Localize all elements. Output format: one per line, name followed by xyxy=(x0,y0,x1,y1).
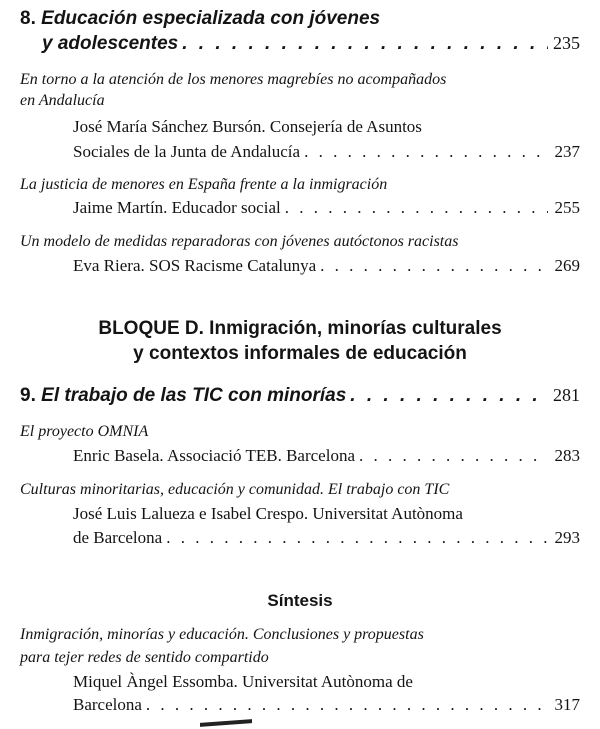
article-author-text: José Luis Lalueza e Isabel Crespo. Universitat Autònoma xyxy=(73,504,463,523)
article-author-line2 xyxy=(73,142,580,162)
article-page-number: 293 xyxy=(554,528,580,547)
dot-leader xyxy=(350,385,548,407)
synthesis-heading: Síntesis xyxy=(267,591,333,610)
chapter-9-heading xyxy=(20,385,580,407)
article-author-text: Jaime Martín. Educador social xyxy=(73,198,281,217)
article-author-line1 xyxy=(73,504,463,524)
dot-leader xyxy=(285,198,548,218)
synthesis-page-number: 317 xyxy=(554,695,580,714)
article-page-number: 255 xyxy=(554,198,580,217)
article-author-text: Eva Riera. SOS Racisme Catalunya xyxy=(73,256,317,275)
article-page-number: 237 xyxy=(554,142,580,161)
chapter-9-number: 9. xyxy=(20,385,36,406)
article-page-number: 269 xyxy=(554,256,580,275)
article-author-text: José María Sánchez Bursón. Consejería de Asuntos xyxy=(73,117,422,136)
article-author-line1 xyxy=(73,117,422,137)
article-title-line1: Culturas minoritarias, educación y comunidad. El trabajo con TIC xyxy=(20,481,450,498)
synthesis-author-line2 xyxy=(73,695,580,715)
article-title-line1: La justicia de menores en España frente a la inmigración xyxy=(20,176,388,193)
dot-leader xyxy=(320,256,548,276)
article-author-line1 xyxy=(73,198,580,218)
article-author-text: de Barcelona xyxy=(73,528,163,547)
article-author-text: Enric Basela. Associació TEB. Barcelona xyxy=(73,446,355,465)
dot-leader xyxy=(182,33,548,55)
chapter-8-title-line2: y adolescentes xyxy=(42,33,179,54)
article-author-text: Sociales de la Junta de Andalucía xyxy=(73,142,301,161)
chapter-8-heading-line2 xyxy=(42,33,580,55)
article-title-line1: En torno a la atención de los menores magrebíes no acompañados xyxy=(20,71,447,88)
chapter-8-title-line1: Educación especializada con jóvenes xyxy=(41,8,381,29)
block-d-title-line2: y contextos informales de educación xyxy=(133,343,467,364)
chapter-9-title: El trabajo de las TIC con minorías xyxy=(41,385,347,406)
article-author-line2 xyxy=(73,528,580,548)
synthesis-title-line1: Inmigración, minorías y educación. Conclusiones y propuestas xyxy=(20,626,424,643)
article-author-line1 xyxy=(73,256,580,276)
dot-leader xyxy=(146,695,548,715)
chapter-9-page-number: 281 xyxy=(553,385,580,405)
scan-artifact xyxy=(200,719,252,727)
dot-leader xyxy=(304,142,548,162)
dot-leader xyxy=(359,446,548,466)
dot-leader xyxy=(166,528,548,548)
synthesis-author-line1 xyxy=(73,672,413,692)
article-title-line1: Un modelo de medidas reparadoras con jóvenes autóctonos racistas xyxy=(20,233,459,250)
synthesis-title-line2: para tejer redes de sentido compartido xyxy=(20,649,269,666)
chapter-8-number: 8. xyxy=(20,8,36,29)
block-d-title-line1: BLOQUE D. Inmigración, minorías culturales xyxy=(98,318,502,339)
chapter-8-page-number: 235 xyxy=(553,33,580,53)
article-page-number: 283 xyxy=(554,446,580,465)
article-title-line1: El proyecto OMNIA xyxy=(20,423,149,440)
article-title-line2: en Andalucía xyxy=(20,92,105,109)
chapter-8-heading-line1 xyxy=(20,8,380,30)
article-author-text: Miquel Àngel Essomba. Universitat Autònoma de xyxy=(73,672,413,691)
article-author-line1 xyxy=(73,446,580,466)
article-author-text: Barcelona xyxy=(73,695,142,714)
